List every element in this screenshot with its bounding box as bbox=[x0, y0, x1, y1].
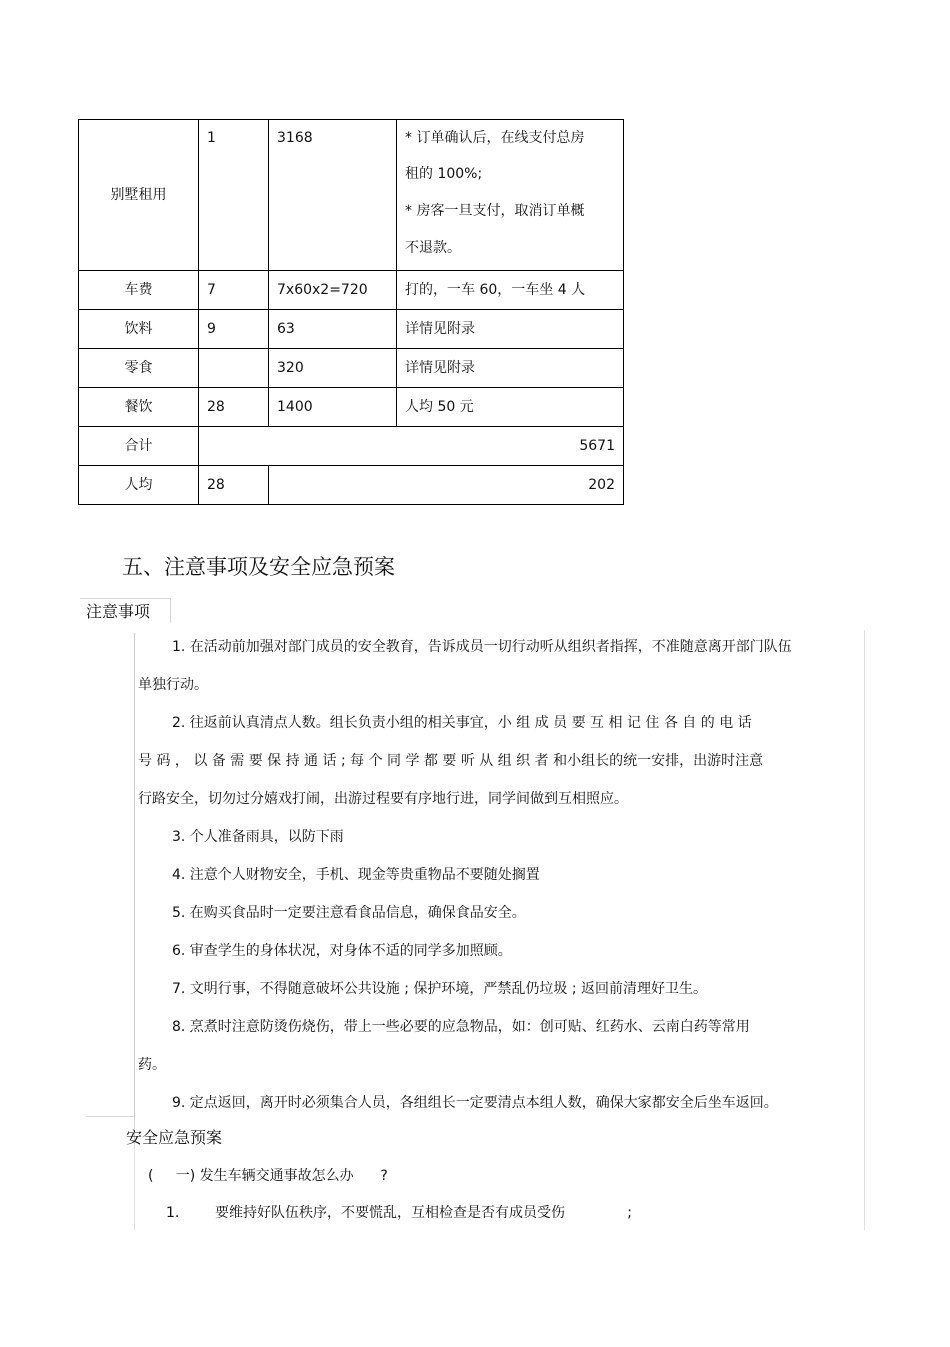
table-cell-item: 饮料 bbox=[79, 310, 199, 349]
notes-heading: 注意事项 bbox=[86, 602, 151, 621]
note-text: 1. 在活动前加强对部门成员的安全教育，告诉成员一切行动听从组织者指挥，不准随意离开部门队伍 bbox=[172, 639, 792, 655]
emergency-heading: 安全应急预案 bbox=[126, 1128, 223, 1147]
note-text: 3. 个人准备雨具，以防下雨 bbox=[172, 829, 344, 845]
table-cell-notes: 详情见附录 bbox=[397, 310, 624, 349]
note-line: * 订单确认后，在线支付总房 bbox=[405, 130, 585, 146]
note-text: 6. 审查学生的身体状况，对身体不适的同学多加照顾。 bbox=[172, 943, 512, 959]
per-person-qty: 28 bbox=[199, 466, 269, 505]
table-cell-qty: 7 bbox=[199, 271, 269, 310]
note-text: 5. 在购买食品时一定要注意看食品信息，确保食品安全。 bbox=[172, 905, 526, 921]
cost-table bbox=[78, 119, 624, 505]
table-cell-qty bbox=[199, 349, 269, 388]
note-text: 行路安全，切勿过分嬉戏打闹，出游过程要有序地行进，同学间做到互相照应。 bbox=[138, 791, 628, 807]
table-cell-item: 零食 bbox=[79, 349, 199, 388]
note-text: 9. 定点返回，离开时必须集合人员，各组组长一定要清点本组人数，确保大家都安全后坐车返回。 bbox=[172, 1095, 778, 1111]
table-cell-notes: 人均 50 元 bbox=[397, 388, 624, 427]
table-row bbox=[79, 310, 624, 349]
table-cell-qty: 1 bbox=[199, 120, 269, 271]
total-value: 5671 bbox=[199, 427, 624, 466]
notes-frame-right bbox=[864, 630, 865, 1230]
table-cell-cost: 7x60x2=720 bbox=[269, 271, 397, 310]
table-cell-qty: 28 bbox=[199, 388, 269, 427]
table-cell-cost: 3168 bbox=[269, 120, 397, 271]
table-cell-item: 车费 bbox=[79, 271, 199, 310]
note-text: 单独行动。 bbox=[138, 677, 208, 693]
list-item bbox=[138, 628, 862, 704]
note-text: 4. 注意个人财物安全，手机、现金等贵重物品不要随处搁置 bbox=[172, 867, 540, 883]
note-text: 2. 往返前认真清点人数。组长负责小组的相关事宜，小 组 成 员 要 互 相 记 住 各 自 的 电 话 bbox=[172, 715, 752, 731]
list-item bbox=[138, 894, 862, 932]
notes-list bbox=[138, 628, 862, 1122]
table-row bbox=[79, 120, 624, 271]
table-cell-cost: 320 bbox=[269, 349, 397, 388]
per-person-value: 202 bbox=[269, 466, 624, 505]
list-item bbox=[138, 818, 862, 856]
table-cell-qty: 9 bbox=[199, 310, 269, 349]
table-cell-item: 餐饮 bbox=[79, 388, 199, 427]
table-row-per-person bbox=[79, 466, 624, 505]
total-label: 合计 bbox=[79, 427, 199, 466]
table-cell-notes bbox=[397, 120, 624, 271]
note-line: 不退款。 bbox=[405, 240, 461, 256]
per-person-label: 人均 bbox=[79, 466, 199, 505]
table-cell-notes: 详情见附录 bbox=[397, 349, 624, 388]
table-row bbox=[79, 388, 624, 427]
notes-frame-left bbox=[134, 633, 135, 1116]
table-cell-cost: 1400 bbox=[269, 388, 397, 427]
note-line: * 房客一旦支付，取消订单概 bbox=[405, 203, 585, 219]
emergency-item: 1. 要维持好队伍秩序，不要慌乱，互相检查是否有成员受伤 ; bbox=[166, 1205, 632, 1221]
table-cell-item: 别墅租用 bbox=[79, 120, 199, 271]
table-cell-cost: 63 bbox=[269, 310, 397, 349]
table-row bbox=[79, 271, 624, 310]
list-item bbox=[138, 704, 862, 818]
note-line: 租的 100%; bbox=[405, 166, 483, 182]
list-item bbox=[138, 1008, 862, 1084]
section-title: 五、注意事项及安全应急预案 bbox=[122, 555, 395, 579]
list-item bbox=[138, 856, 862, 894]
note-text: 7. 文明行事，不得随意破坏公共设施 ; 保护环境，严禁乱仍垃圾 ; 返回前清理好卫生。 bbox=[172, 981, 708, 997]
table-cell-notes: 打的，一车 60，一车坐 4 人 bbox=[397, 271, 624, 310]
table-row bbox=[79, 349, 624, 388]
emergency-frame-left bbox=[134, 1150, 135, 1230]
list-item bbox=[138, 970, 862, 1008]
list-item bbox=[138, 932, 862, 970]
note-text: 药。 bbox=[138, 1057, 166, 1073]
table-row-total bbox=[79, 427, 624, 466]
note-text: 8. 烹煮时注意防烫伤烧伤，带上一些必要的应急物品，如：创可贴、红药水、云南白药等常用 bbox=[172, 1019, 750, 1035]
emergency-subheading: ( 一) 发生车辆交通事故怎么办 ? bbox=[148, 1168, 388, 1184]
note-text: 号 码 ， 以 备 需 要 保 持 通 话 ; 每 个 同 学 都 要 听 从 组 织 者 和小组长的统一安排，出游时注意 bbox=[138, 753, 764, 769]
list-item bbox=[138, 1084, 862, 1122]
